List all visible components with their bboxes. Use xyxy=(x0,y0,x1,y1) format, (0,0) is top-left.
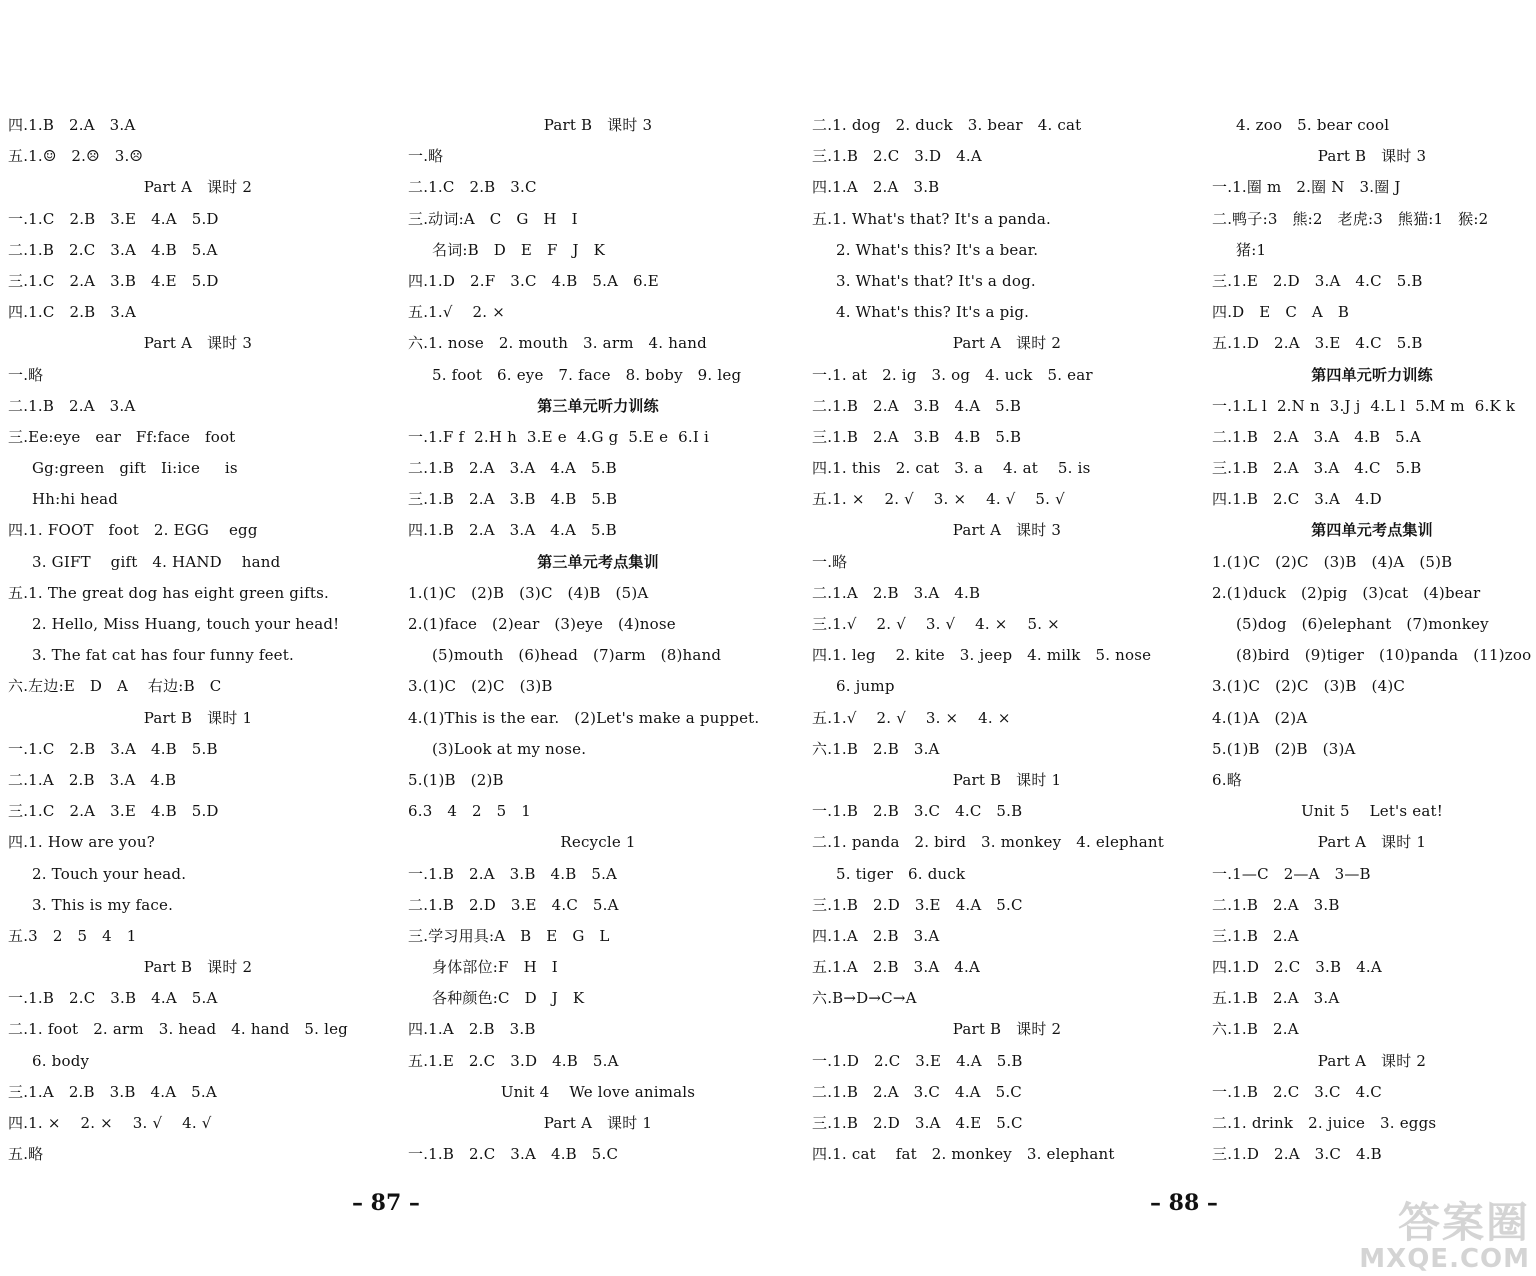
answer-line: 二.1. panda 2. bird 3. monkey 4. elephant xyxy=(812,833,1164,852)
answer-line: 二.鸭子:3 熊:2 老虎:3 熊猫:1 猴:2 xyxy=(1212,209,1489,228)
answer-line: 一.1.B 2.B 3.C 4.C 5.B xyxy=(812,802,1023,821)
answer-line: 六.B→D→C→A xyxy=(812,989,917,1008)
column-3 xyxy=(812,110,1202,1170)
answer-line: 一.1.D 2.C 3.E 4.A 5.B xyxy=(812,1051,1023,1070)
answer-line: (5)mouth (6)head (7)arm (8)hand xyxy=(432,646,722,665)
answer-line: 二.1.B 2.A 3.A 4.A 5.B xyxy=(408,459,617,478)
answer-line: Hh:hi head xyxy=(32,490,119,509)
answer-line: 6.略 xyxy=(1212,770,1242,789)
answer-line: 5.(1)B (2)B xyxy=(408,770,504,789)
section-heading: Part A 课时 3 xyxy=(143,334,253,353)
answer-line: 四.D E C A B xyxy=(1212,303,1350,322)
answer-line: 五.1.B 2.A 3.A xyxy=(1212,989,1340,1008)
answer-line: 二.1.B 2.D 3.E 4.C 5.A xyxy=(408,895,619,914)
answer-line: 三.1.B 2.C 3.D 4.A xyxy=(812,147,982,166)
section-heading: Part B 课时 3 xyxy=(1317,147,1427,166)
answer-line: 三.1.B 2.D 3.E 4.A 5.C xyxy=(812,895,1023,914)
answer-line: 一.1.B 2.C 3.B 4.A 5.A xyxy=(8,989,218,1008)
answer-line: 一.略 xyxy=(812,552,848,571)
answer-line: Gg:green gift Ii:ice is xyxy=(32,459,238,478)
answer-line: 5. foot 6. eye 7. face 8. boby 9. leg xyxy=(432,365,742,384)
section-heading: Recycle 1 xyxy=(560,833,636,852)
answer-line: 五.1. What's that? It's a panda. xyxy=(812,209,1051,228)
answer-line: 1.(1)C (2)C (3)B (4)A (5)B xyxy=(1212,552,1453,571)
answer-line: 三.动词:A C G H I xyxy=(408,209,578,228)
section-heading: Part B 课时 1 xyxy=(952,770,1062,789)
answer-line: (3)Look at my nose. xyxy=(432,739,587,758)
answer-line: 四.1.A 2.B 3.B xyxy=(408,1020,536,1039)
answer-line: 四.1.B 2.A 3.A 4.A 5.B xyxy=(408,521,617,540)
watermark-logo: 答案圈 xyxy=(1397,1198,1530,1247)
answer-line: 二.1.B 2.A 3.C 4.A 5.C xyxy=(812,1082,1022,1101)
section-heading: Part B 课时 1 xyxy=(143,708,253,727)
answer-line: 六.1. nose 2. mouth 3. arm 4. hand xyxy=(408,334,707,353)
answer-line: 二.1. dog 2. duck 3. bear 4. cat xyxy=(812,116,1082,134)
answer-line: 一.1.B 2.C 3.C 4.C xyxy=(1212,1082,1382,1101)
answer-line: 六.1.B 2.A xyxy=(1212,1020,1299,1039)
section-heading: 第三单元听力训练 xyxy=(537,396,659,415)
answer-line: 3. What's that? It's a dog. xyxy=(836,271,1036,290)
answer-line: 3. GIFT gift 4. HAND hand xyxy=(32,552,281,571)
answer-line: 一.1.B 2.A 3.B 4.B 5.A xyxy=(408,864,618,883)
answer-line: 四.1.A 2.B 3.A xyxy=(812,926,940,945)
section-heading: Unit 4 We love animals xyxy=(500,1082,696,1101)
answer-line: (5)dog (6)elephant (7)monkey xyxy=(1236,615,1489,633)
answer-line: 猪:1 xyxy=(1236,240,1267,259)
answer-line: 五.1.D 2.A 3.E 4.C 5.B xyxy=(1212,334,1423,353)
section-heading: Unit 5 Let's eat! xyxy=(1301,802,1443,821)
answer-line: 各种颜色:C D J K xyxy=(432,989,585,1008)
answer-line: 五.1.A 2.B 3.A 4.A xyxy=(812,958,981,977)
column-4 xyxy=(1212,110,1532,1170)
answer-line: 三.1.B 2.D 3.A 4.E 5.C xyxy=(812,1114,1023,1132)
answer-line: 六.左边:E D A 右边:B C xyxy=(8,677,222,696)
answer-line: 二.1.B 2.A 3.B xyxy=(1212,895,1340,914)
answer-line: 五.略 xyxy=(8,1145,44,1164)
section-heading: Part A 课时 1 xyxy=(543,1114,653,1132)
section-heading: Part B 课时 3 xyxy=(543,116,653,134)
section-heading: Part B 课时 2 xyxy=(143,958,253,977)
answer-line: 五.1. The great dog has eight green gifts. xyxy=(8,583,329,602)
answer-line: 三.1.C 2.A 3.E 4.B 5.D xyxy=(8,802,219,821)
answer-line: 四.1. FOOT foot 2. EGG egg xyxy=(8,521,258,540)
answer-line: 二.1.B 2.A 3.A 4.B 5.A xyxy=(1212,427,1421,446)
answer-line: 二.1. drink 2. juice 3. eggs xyxy=(1212,1114,1437,1132)
answer-line: 名词:B D E F J K xyxy=(432,240,606,259)
answer-line: 四.1.B 2.C 3.A 4.D xyxy=(1212,490,1382,509)
column-1 xyxy=(8,110,388,1170)
section-heading: Part A 课时 2 xyxy=(143,178,253,197)
answer-line: 身体部位:F H I xyxy=(432,958,558,977)
answer-line: 五.1.☺ 2.☹ 3.☹ xyxy=(8,147,144,166)
watermark xyxy=(1359,1198,1530,1274)
answer-line: 五.1. × 2. √ 3. × 4. √ 5. √ xyxy=(812,490,1065,509)
answer-line: 四.1.D 2.F 3.C 4.B 5.A 6.E xyxy=(408,271,659,290)
answer-line: 三.1.B 2.A xyxy=(1212,926,1299,945)
answer-line: 一.1. at 2. ig 3. og 4. uck 5. ear xyxy=(812,365,1093,384)
watermark-url: MXQE.COM xyxy=(1359,1244,1530,1274)
answer-line: 三.1.C 2.A 3.B 4.E 5.D xyxy=(8,271,219,290)
answer-line: 2.(1)duck (2)pig (3)cat (4)bear xyxy=(1212,583,1481,602)
answer-line: 五.1.√ 2. √ 3. × 4. × xyxy=(812,708,1011,727)
answer-line: 二.1. foot 2. arm 3. head 4. hand 5. leg xyxy=(8,1020,348,1039)
answer-line: 3. The fat cat has four funny feet. xyxy=(32,646,294,665)
answer-line: 六.1.B 2.B 3.A xyxy=(812,739,940,758)
answer-line: 4. What's this? It's a pig. xyxy=(836,303,1030,322)
answer-line: 二.1.A 2.B 3.A 4.B xyxy=(812,583,981,602)
answer-line: 6.3 4 2 5 1 xyxy=(408,802,532,821)
answer-line: 二.1.B 2.A 3.A xyxy=(8,396,136,415)
answer-line: 一.1.C 2.B 3.E 4.A 5.D xyxy=(8,209,219,228)
answer-line: 4.(1)A (2)A xyxy=(1212,708,1308,727)
section-heading: Part A 课时 3 xyxy=(952,521,1062,540)
answer-line: 四.1. How are you? xyxy=(8,833,155,852)
answer-line: 一.1.B 2.C 3.A 4.B 5.C xyxy=(408,1145,619,1164)
answer-line: 四.1.A 2.A 3.B xyxy=(812,178,940,197)
answer-line: 一.1—C 2—A 3—B xyxy=(1212,864,1371,883)
section-heading: Part A 课时 2 xyxy=(1317,1051,1427,1070)
answer-line: 二.1.A 2.B 3.A 4.B xyxy=(8,770,177,789)
answer-line: 三.Ee:eye ear Ff:face foot xyxy=(8,427,236,446)
answer-line: 6. body xyxy=(32,1051,90,1070)
answer-line: 一.1.L l 2.N n 3.J j 4.L l 5.M m 6.K k xyxy=(1212,396,1516,415)
answer-line: 一.略 xyxy=(8,365,44,384)
answer-line: 5. tiger 6. duck xyxy=(836,864,966,883)
answer-line: 4. zoo 5. bear cool xyxy=(1236,116,1390,134)
answer-line: 2. Hello, Miss Huang, touch your head! xyxy=(32,615,340,633)
section-heading: 第三单元考点集训 xyxy=(537,552,659,571)
answer-line: 二.1.C 2.B 3.C xyxy=(408,178,537,197)
answer-line: 4.(1)This is the ear. (2)Let's make a puppet. xyxy=(408,708,760,727)
answer-line: 3.(1)C (2)C (3)B xyxy=(408,677,553,696)
answer-line: 四.1. this 2. cat 3. a 4. at 5. is xyxy=(812,459,1091,478)
answer-line: 四.1. cat fat 2. monkey 3. elephant xyxy=(812,1145,1115,1164)
page-number-left: – 87 – xyxy=(352,1190,420,1216)
answer-line: 三.1.E 2.D 3.A 4.C 5.B xyxy=(1212,271,1423,290)
answer-line: 一.1.圈 m 2.圈 N 3.圈 J xyxy=(1212,178,1401,197)
answer-line: 五.3 2 5 4 1 xyxy=(8,926,137,945)
section-heading: 第四单元考点集训 xyxy=(1311,521,1433,540)
answer-line: 一.1.F f 2.H h 3.E e 4.G g 5.E e 6.I i xyxy=(408,427,709,446)
answer-line: (8)bird (9)tiger (10)panda (11)zoo xyxy=(1236,646,1532,665)
answer-line: 三.学习用具:A B E G L xyxy=(408,926,610,945)
answer-line: 三.1.A 2.B 3.B 4.A 5.A xyxy=(8,1082,217,1101)
page-number-right: – 88 – xyxy=(1150,1190,1218,1216)
answer-line: 四.1.B 2.A 3.A xyxy=(8,116,136,134)
answer-line: 2. Touch your head. xyxy=(32,864,187,883)
answer-line: 3.(1)C (2)C (3)B (4)C xyxy=(1212,677,1406,696)
answer-line: 1.(1)C (2)B (3)C (4)B (5)A xyxy=(408,583,649,602)
answer-line: 三.1.D 2.A 3.C 4.B xyxy=(1212,1145,1382,1164)
answer-line: 二.1.B 2.C 3.A 4.B 5.A xyxy=(8,240,218,259)
section-heading: 第四单元听力训练 xyxy=(1311,365,1433,384)
answer-line: 五.1.E 2.C 3.D 4.B 5.A xyxy=(408,1051,619,1070)
answer-line: 3. This is my face. xyxy=(32,895,174,914)
section-heading: Part A 课时 1 xyxy=(1317,833,1427,852)
answer-line: 2. What's this? It's a bear. xyxy=(836,240,1039,259)
answer-line: 三.1.B 2.A 3.B 4.B 5.B xyxy=(408,490,618,509)
answer-line: 四.1.D 2.C 3.B 4.A xyxy=(1212,958,1382,977)
answer-line: 五.1.√ 2. × xyxy=(408,303,505,322)
answer-line: 2.(1)face (2)ear (3)eye (4)nose xyxy=(408,615,676,633)
answer-line: 二.1.B 2.A 3.B 4.A 5.B xyxy=(812,396,1022,415)
column-2 xyxy=(408,110,788,1170)
answer-line: 一.略 xyxy=(408,147,444,166)
answer-line: 6. jump xyxy=(836,677,895,696)
answer-line: 5.(1)B (2)B (3)A xyxy=(1212,739,1356,758)
answer-line: 一.1.C 2.B 3.A 4.B 5.B xyxy=(8,739,218,758)
answer-line: 三.1.√ 2. √ 3. √ 4. × 5. × xyxy=(812,615,1060,633)
answer-line: 四.1.C 2.B 3.A xyxy=(8,303,137,322)
section-heading: Part B 课时 2 xyxy=(952,1020,1062,1039)
answer-line: 三.1.B 2.A 3.A 4.C 5.B xyxy=(1212,459,1422,478)
answer-line: 四.1. × 2. × 3. √ 4. √ xyxy=(8,1114,212,1132)
answer-line: 三.1.B 2.A 3.B 4.B 5.B xyxy=(812,427,1022,446)
section-heading: Part A 课时 2 xyxy=(952,334,1062,353)
answer-line: 四.1. leg 2. kite 3. jeep 4. milk 5. nose xyxy=(812,646,1152,665)
